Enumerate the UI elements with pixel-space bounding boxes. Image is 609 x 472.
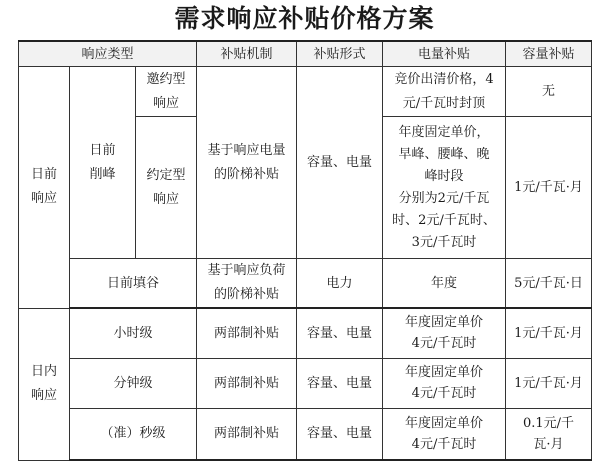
subsidy-price-table — [18, 40, 592, 461]
intraday-row-energy: 年度固定单价 4元/千瓦时 — [383, 358, 506, 408]
header-capacity: 容量补贴 — [506, 41, 592, 67]
intraday-row-mechanism: 两部制补贴 — [197, 308, 297, 358]
intraday-label: 日内 响应 — [19, 308, 70, 460]
header-row — [19, 41, 592, 67]
intraday-row-mechanism: 两部制补贴 — [197, 358, 297, 408]
valley-mechanism: 基于响应负荷 的阶梯补贴 — [197, 259, 297, 309]
table-row — [19, 67, 592, 117]
intraday-row-form: 容量、电量 — [297, 358, 383, 408]
table-row — [19, 308, 592, 358]
contract-energy: 年度固定单价， 早峰、腰峰、晚 峰时段 分别为2元/千瓦 时、2元/千瓦时、 3元/千瓦时 — [383, 117, 506, 259]
contract-label: 约定型 响应 — [136, 117, 197, 259]
intraday-row-label: 分钟级 — [70, 358, 197, 408]
table-row — [19, 259, 592, 309]
valley-energy: 年度 — [383, 259, 506, 309]
intraday-row-form: 容量、电量 — [297, 308, 383, 358]
invitation-energy: 竞价出清价格，4 元/千瓦时封顶 — [383, 67, 506, 117]
day-ahead-label: 日前 响应 — [19, 67, 70, 309]
header-mechanism: 补贴机制 — [197, 41, 297, 67]
peak-mechanism: 基于响应电量 的阶梯补贴 — [197, 67, 297, 259]
header-type: 响应类型 — [19, 41, 197, 67]
peak-form: 容量、电量 — [297, 67, 383, 259]
intraday-row-capacity: 1元/千瓦·月 — [506, 308, 592, 358]
valley-filling-label: 日前填谷 — [70, 259, 197, 309]
header-form: 补贴形式 — [297, 41, 383, 67]
intraday-row-capacity: 0.1元/千 瓦·月 — [506, 408, 592, 460]
page-title: 需求响应补贴价格方案 — [174, 4, 435, 33]
invitation-capacity: 无 — [506, 67, 592, 117]
header-energy: 电量补贴 — [383, 41, 506, 67]
peak-shaving-label: 日前 削峰 — [70, 67, 136, 259]
table-row — [19, 408, 592, 460]
contract-capacity: 1元/千瓦·月 — [506, 117, 592, 259]
valley-capacity: 5元/千瓦·日 — [506, 259, 592, 309]
invitation-label: 邀约型 响应 — [136, 67, 197, 117]
intraday-row-label: 小时级 — [70, 308, 197, 358]
intraday-row-energy: 年度固定单价 4元/千瓦时 — [383, 308, 506, 358]
intraday-row-label: （准）秒级 — [70, 408, 197, 460]
valley-form: 电力 — [297, 259, 383, 309]
intraday-row-capacity: 1元/千瓦·月 — [506, 358, 592, 408]
table-row — [19, 358, 592, 408]
intraday-row-mechanism: 两部制补贴 — [197, 408, 297, 460]
intraday-row-energy: 年度固定单价 4元/千瓦时 — [383, 408, 506, 460]
intraday-row-form: 容量、电量 — [297, 408, 383, 460]
